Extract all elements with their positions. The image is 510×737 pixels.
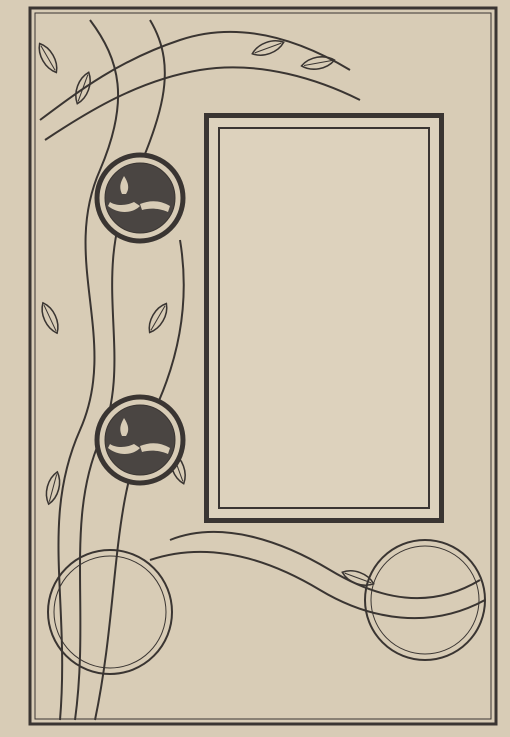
- oil-lamp-hand-medallion: [97, 155, 183, 241]
- oil-lamp-hand-medallion: [97, 397, 183, 483]
- title-panel: [204, 113, 444, 523]
